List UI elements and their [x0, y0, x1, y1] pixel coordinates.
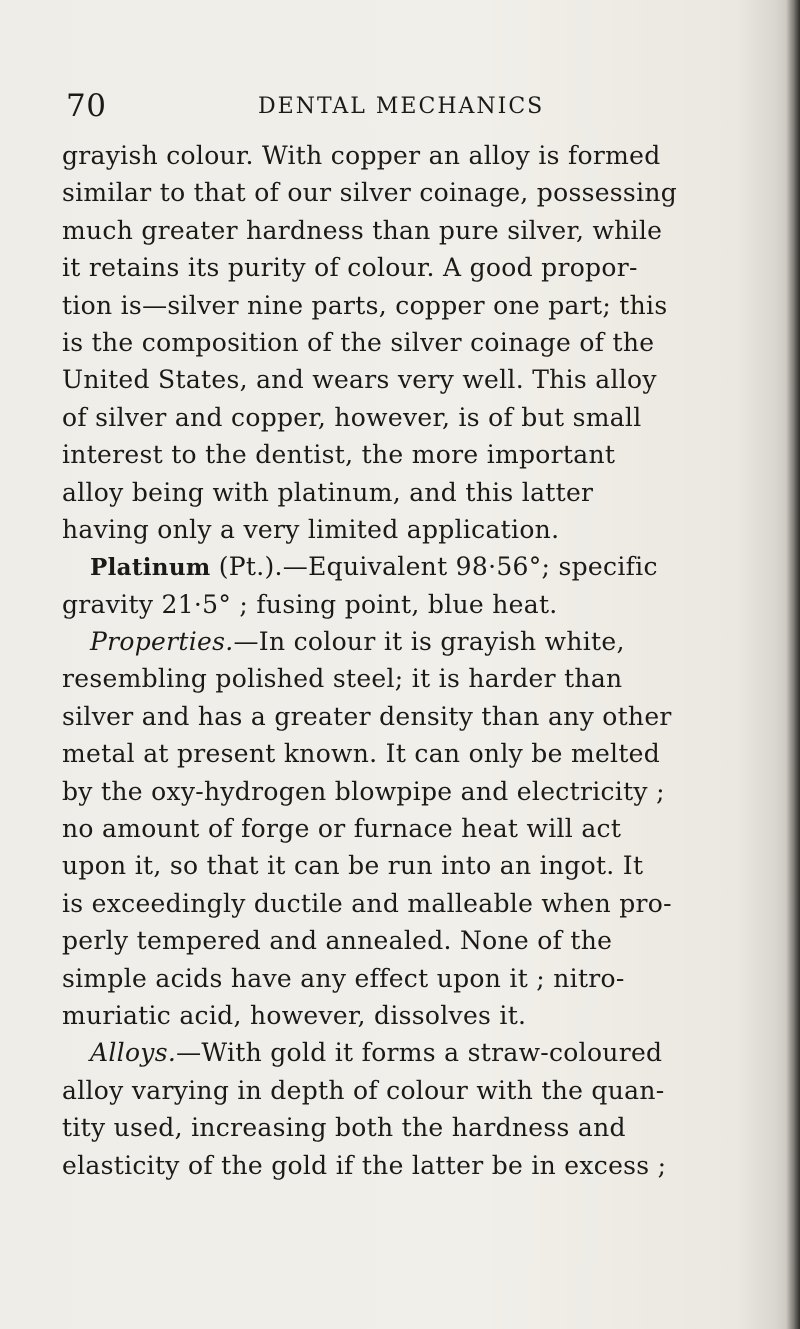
- text-line: is exceedingly ductile and malleable when pro-: [62, 888, 672, 918]
- text-line: resembling polished steel; it is harder than: [62, 664, 623, 694]
- text-line: of silver and copper, however, is of but small: [62, 402, 642, 432]
- body-text: [62, 137, 722, 1184]
- page-edge-shadow: [786, 0, 800, 1329]
- text-line: perly tempered and annealed. None of the: [62, 926, 613, 956]
- properties-term: Properties.: [90, 627, 234, 657]
- properties-text: —In colour it is grayish white,: [233, 627, 625, 657]
- text-line: simple acids have any effect upon it ; nitro-: [62, 963, 625, 993]
- text-line: upon it, so that it can be run into an ingot. It: [62, 851, 644, 881]
- platinum-heading-line: [62, 548, 722, 585]
- page-number: 70: [66, 88, 107, 124]
- text-line: similar to that of our silver coinage, possessing: [62, 178, 678, 208]
- text-line: grayish colour. With copper an alloy is formed: [62, 141, 661, 170]
- text-line: tion is—silver nine parts, copper one part; this: [62, 290, 668, 320]
- text-line: metal at present known. It can only be melted: [62, 739, 661, 769]
- text-line: gravity 21·5° ; fusing point, blue heat.: [62, 589, 558, 619]
- platinum-term: Platinum: [90, 554, 211, 582]
- text-line: elasticity of the gold if the latter be in excess ;: [62, 1150, 667, 1180]
- page-header: [0, 88, 800, 128]
- running-head: DENTAL MECHANICS: [258, 94, 545, 119]
- properties-heading-line: [62, 623, 722, 660]
- alloys-text: —With gold it forms a straw-coloured: [176, 1038, 663, 1068]
- platinum-equivalent: (Pt.).—Equivalent 98·56°; specific: [210, 552, 658, 582]
- text-line: alloy being with platinum, and this latter: [62, 477, 594, 507]
- text-line: no amount of forge or furnace heat will act: [62, 814, 622, 844]
- alloys-term: Alloys.: [90, 1038, 177, 1068]
- text-line: by the oxy-hydrogen blowpipe and electricity ;: [62, 776, 665, 806]
- text-line: United States, and wears very well. This alloy: [62, 365, 657, 395]
- text-line: it retains its purity of colour. A good propor-: [62, 253, 638, 283]
- text-line: alloy varying in depth of colour with the quan-: [62, 1075, 665, 1105]
- text-line: muriatic acid, however, dissolves it.: [62, 1000, 527, 1030]
- alloys-heading-line: [62, 1034, 722, 1071]
- text-line: interest to the dentist, the more important: [62, 440, 616, 470]
- text-line: much greater hardness than pure silver, while: [62, 215, 663, 245]
- text-line: tity used, increasing both the hardness and: [62, 1113, 626, 1143]
- text-line: is the composition of the silver coinage of the: [62, 327, 655, 357]
- text-line: having only a very limited application.: [62, 514, 560, 544]
- text-line: silver and has a greater density than any other: [62, 701, 672, 731]
